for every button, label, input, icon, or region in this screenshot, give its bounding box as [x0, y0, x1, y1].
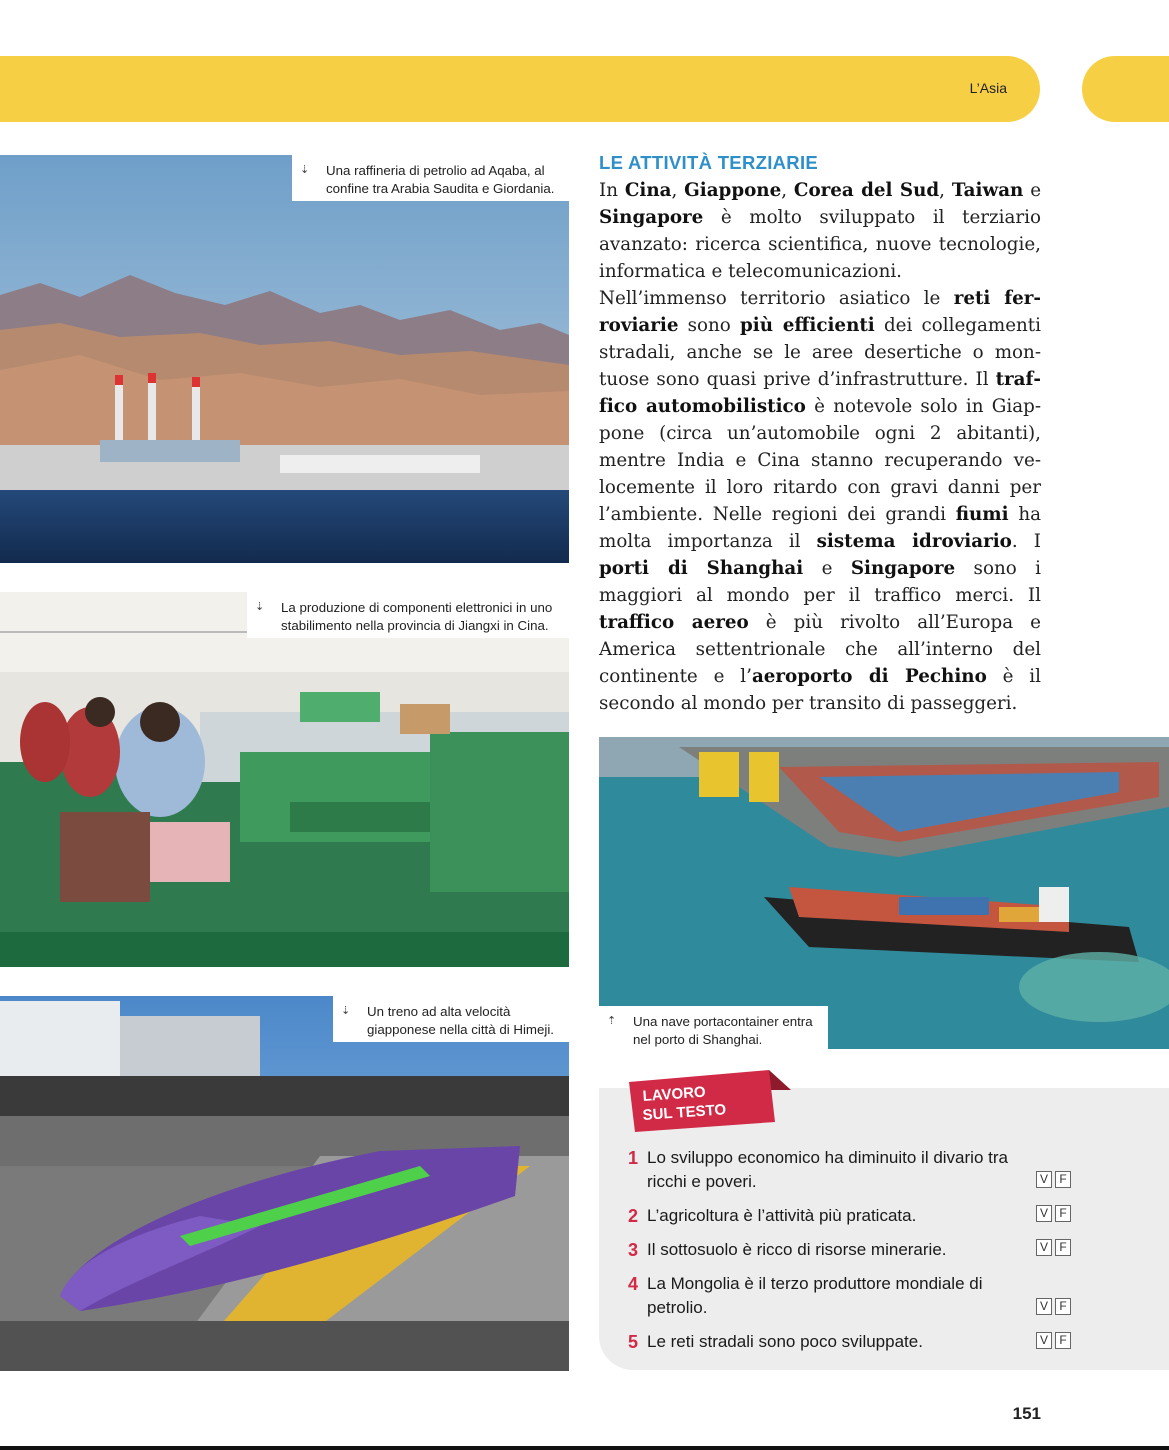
- body-text: [599, 177, 1041, 717]
- photo-train: [0, 996, 569, 1371]
- exercise-item: 5 Le reti stradali sono poco sviluppate.: [628, 1332, 923, 1352]
- photo-port: [599, 737, 1169, 1049]
- photo-factory: [0, 592, 569, 967]
- header-tab: [1082, 56, 1169, 122]
- caption-train: ⇣ Un treno ad alta velocità giapponese nella città di Himeji.: [333, 996, 569, 1042]
- paragraph-2: Nell’immenso territorio asiatico le reti ferroviarie sono più efficienti dei collegamenti stradali, anche se le aree desertiche o montuose sono quasi prive d’infrastrutture. Il traffico automobilistico è notevole solo in Giappone (circa un’automobile ogni 2 abitanti), mentre India e Cina stanno recuperando velocemente il loro ritardo con gravi danni per l’ambiente. Nelle regioni dei grandi fiumi ha molta importanza il sistema idroviario. I porti di Shanghai e Singapore sono i maggiori al mondo per il traffico merci. Il traffico aereo è più rivolto all’Europa e America settentrionale che all’interno del continente e l’aeroporto di Pechino è il secondo al mondo per transito di passeggeri.: [599, 288, 1042, 714]
- caption-port: ⇡ Una nave portacontainer entra nel porto di Shanghai.: [599, 1006, 828, 1052]
- chapter-title: L’Asia: [969, 80, 1007, 96]
- train-illustration: [0, 996, 569, 1371]
- true-checkbox[interactable]: V: [1036, 1332, 1052, 1349]
- exercise-badge-shape: [629, 1070, 799, 1140]
- true-false-5: [1036, 1332, 1074, 1349]
- false-checkbox[interactable]: F: [1055, 1205, 1071, 1222]
- exercise-badge: [629, 1070, 799, 1145]
- photo-refinery: [0, 155, 569, 563]
- badge-line-2: SUL TESTO: [642, 1101, 727, 1124]
- page-number: 151: [1012, 1404, 1041, 1423]
- paragraph-1: In Cina, Giappone, Corea del Sud, Taiwan e Singapore è molto sviluppato il terziario avanzato: ricerca scientifica, nuove tecnologie, informatica e telecomunicazioni.: [599, 180, 1042, 282]
- caption-factory: ⇣ La produzione di componenti elettronici in uno stabilimento nella provincia di Jiangxi in Cina.: [247, 592, 569, 638]
- exercise-item: 2 L’agricoltura è l’attività più praticata.: [628, 1206, 917, 1226]
- true-false-1: [1036, 1171, 1074, 1188]
- true-checkbox[interactable]: V: [1036, 1298, 1052, 1315]
- true-false-4: [1036, 1298, 1074, 1315]
- exercise-item: 3 Il sottosuolo è ricco di risorse minerarie.: [628, 1240, 947, 1260]
- factory-illustration: [0, 592, 569, 967]
- false-checkbox[interactable]: F: [1055, 1171, 1071, 1188]
- false-checkbox[interactable]: F: [1055, 1239, 1071, 1256]
- refinery-illustration: [0, 155, 569, 563]
- true-checkbox[interactable]: V: [1036, 1171, 1052, 1188]
- arrow-down-icon: ⇣: [255, 601, 265, 613]
- true-checkbox[interactable]: V: [1036, 1239, 1052, 1256]
- true-false-2: [1036, 1205, 1074, 1222]
- arrow-down-icon: ⇣: [300, 164, 310, 176]
- section-title: LE ATTIVITÀ TERZIARIE: [599, 152, 819, 173]
- exercise-item: 1 Lo sviluppo economico ha diminuito il divario tra ricchi e poveri.: [628, 1148, 1008, 1191]
- true-checkbox[interactable]: V: [1036, 1205, 1052, 1222]
- arrow-down-icon: ⇣: [341, 1005, 351, 1017]
- header-bar: [0, 56, 1040, 122]
- exercise-item: 4 La Mongolia è il terzo produttore mondiale di petrolio.: [628, 1274, 983, 1317]
- true-false-3: [1036, 1239, 1074, 1256]
- false-checkbox[interactable]: F: [1055, 1332, 1071, 1349]
- false-checkbox[interactable]: F: [1055, 1298, 1071, 1315]
- caption-refinery: ⇣ Una raffineria di petrolio ad Aqaba, al confine tra Arabia Saudita e Giordania.: [292, 155, 569, 201]
- arrow-up-icon: ⇡: [607, 1015, 617, 1027]
- bottom-rule: [0, 1446, 1169, 1450]
- badge-line-1: LAVORO: [642, 1083, 707, 1105]
- port-illustration: [599, 737, 1169, 1049]
